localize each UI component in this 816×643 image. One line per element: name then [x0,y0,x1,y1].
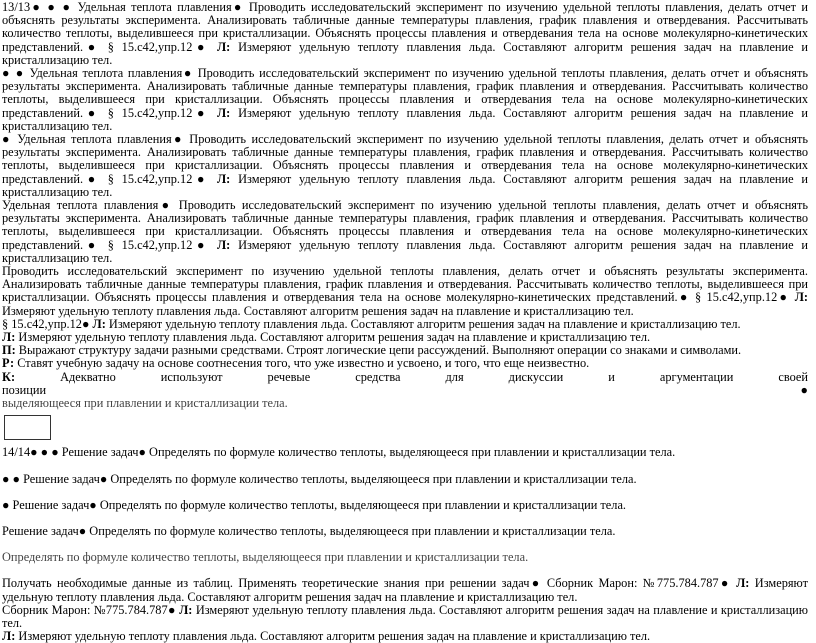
label-l: Л: [2,629,16,643]
empty-table-cell [4,415,51,440]
lesson14-paragraph-1: 14/14● ● ● Решение задач● Определять по формуле количество теплоты, выделяющееся при плавлении и кристаллизации тела. [2,445,676,460]
lesson14-paragraph-8: Л: Измеряют удельную теплоту плавления льда. Составляют алгоритм решения задач на плавление и кристаллизацию тел. [2,629,651,643]
label-l: Л: [216,171,231,186]
lesson13-paragraph-4: Удельная теплота плавления● Проводить исследовательский эксперимент по изучению удельной теплоты плавления, делать отчет и объяснять результаты эксперимента. Анализировать табличные данные температуры плавления, график плавления и отвердевания. Рассчитывать количество теплоты, выделившееся при кристаллизации. Объяснять процессы плавления и отвердевания тела на основе молекулярно-кинетических представлений.● § 15.с42,упр.12● Л: Измеряют удельную теплоту плавления льда. Составляют алгоритм решения задач на плавление и кристаллизацию тел. [2,198,808,265]
label-l: Л: [216,39,231,54]
bullet-marks: ● ● ● [30,0,73,14]
label-l: Л: [2,330,16,345]
lesson14-paragraph-2: ● ● Решение задач● Определять по формуле количество теплоты, выделяющееся при плавлении и кристаллизации тела. [2,471,637,486]
lesson14-paragraph-3: ● Решение задач● Определять по формуле количество теплоты, выделяющееся при плавлении и кристаллизации тела. [2,497,627,512]
lesson14-paragraph-4: Решение задач● Определять по формуле количество теплоты, выделяющееся при плавлении и кристаллизации тела. [2,523,616,538]
lesson13-paragraph-3: ● Удельная теплота плавления● Проводить исследовательский эксперимент по изучению удельной теплоты плавления, делать отчет и объяснять результаты эксперимента. Анализировать табличные данные температуры плавления, график плавления и отвердевания. Рассчитывать количество теплоты, выделившееся при кристаллизации. Объяснять процессы плавления и отвердевания тела на основе молекулярно-кинетических представлений.● § 15.с42,упр.12● Л: Измеряют удельную теплоту плавления льда. Составляют алгоритм решения задач на плавление и кристаллизацию тел. [2,132,808,199]
label-l: Л: [216,105,231,120]
lesson13-paragraph-5: Проводить исследовательский эксперимент по изучению удельной теплоты плавления, делать отчет и объяснять результаты эксперимента. Анализировать табличные данные температуры плавления, график плавления и отвердевания. Рассчитывать количество теплоты, выделившееся при кристаллизации. Объяснять процессы плавления и отвердевания тела на основе молекулярно-кинетических представлений.● § 15.с42,упр.12● Л: Измеряют удельную теплоту плавления льда. Составляют алгоритм решения задач на плавление и кристаллизацию тел. [2,264,808,318]
lesson13-paragraph-10-end: выделяющееся при плавлении и кристаллизации тела. [2,396,288,411]
label-l: Л: [736,576,750,591]
label-r: Р: [2,356,15,371]
lesson-number: 13/13 [2,0,31,14]
lesson14-paragraph-5: Определять по формуле количество теплоты, выделяющееся при плавлении и кристаллизации тела. [2,550,529,565]
lesson-number: 14/14 [2,445,31,460]
label-l: Л: [216,237,231,252]
label-k: К: [2,369,16,384]
label-l: Л: [794,290,808,305]
lesson13-paragraph-1: 13/13● ● ● Удельная теплота плавления● Проводить исследовательский эксперимент по изучению удельной теплоты плавления, делать отчет и объяснять результаты эксперимента. Анализировать табличные данные температуры плавления, график плавления и отвердевания. Рассчитывать количество теплоты, выделившееся при кристаллизации. Объяснять процессы плавления и отвердевания тела на основе молекулярно-кинетических представлений.● § 15.с42,упр.12● Л: Измеряют удельную теплоту плавления льда. Составляют алгоритм решения задач на плавление и кристаллизацию тел. [2,0,808,67]
lesson13-paragraph-8: П: Выражают структуру задачи разными средствами. Строят логические цепи рассуждений. Выполняют операции со знаками и символами. [2,343,742,358]
lesson14-paragraph-6: Получать необходимые данные из таблиц. Применять теоретические знания при решении задач● Сборник Марон: №775.784.787● Л: Измеряют удельную теплоту плавления льда. Составляют алгоритм решения задач на плавление и кристаллизацию тел. [2,576,808,604]
label-p: П: [2,343,16,358]
label-l: Л: [179,602,193,617]
lesson13-paragraph-9: Р: Ставят учебную задачу на основе соотнесения того, что уже известно и усвоено, и того, что еще неизвестно. [2,356,590,371]
lesson13-paragraph-6: § 15.с42,упр.12● Л: Измеряют удельную теплоту плавления льда. Составляют алгоритм решения задач на плавление и кристаллизацию тел. [2,316,741,331]
lesson13-paragraph-10: К: Адекватно используют речевые средства для дискуссии и аргументации своей позиции● [2,369,808,397]
label-l: Л: [92,316,106,331]
lesson13-paragraph-7: Л: Измеряют удельную теплоту плавления льда. Составляют алгоритм решения задач на плавление и кристаллизацию тел. [2,330,651,345]
lesson13-paragraph-2: ● ● Удельная теплота плавления● Проводить исследовательский эксперимент по изучению удельной теплоты плавления, делать отчет и объяснять результаты эксперимента. Анализировать табличные данные температуры плавления, график плавления и отвердевания. Рассчитывать количество теплоты, выделившееся при кристаллизации. Объяснять процессы плавления и отвердевания тела на основе молекулярно-кинетических представлений.● § 15.с42,упр.12● Л: Измеряют удельную теплоту плавления льда. Составляют алгоритм решения задач на плавление и кристаллизацию тел. [2,66,808,133]
lesson14-paragraph-7: Сборник Марон: №775.784.787● Л: Измеряют удельную теплоту плавления льда. Составляют алгоритм решения задач на плавление и кристаллизацию тел. [2,602,808,630]
